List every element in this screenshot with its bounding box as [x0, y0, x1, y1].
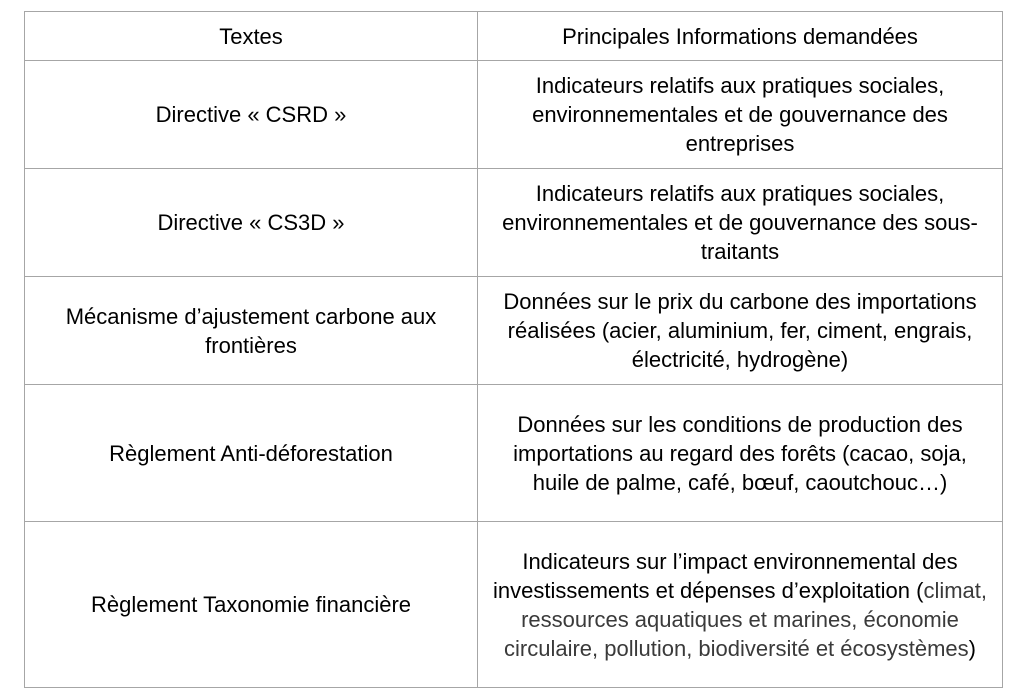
table-row — [25, 522, 1003, 688]
row-texte: Règlement Taxonomie financière — [25, 522, 478, 688]
row-info: Données sur les conditions de production des importations au regard des forêts (cacao, soja, huile de palme, café, bœuf, caoutchouc…) — [478, 385, 1003, 522]
header-informations: Principales Informations demandées — [478, 12, 1003, 61]
row-info: Indicateurs relatifs aux pratiques sociales, environnementales et de gouvernance des sous-traitants — [478, 169, 1003, 277]
table-row — [25, 277, 1003, 385]
row-info-main: Indicateurs sur l’impact environnemental des investissements et dépenses d’exploitation ( — [492, 548, 958, 603]
row-texte: Directive « CS3D » — [25, 169, 478, 277]
table-header-row — [25, 12, 1003, 61]
header-textes: Textes — [25, 12, 478, 61]
row-info-detail: climat, ressources aquatiques et marines, économie circulaire, pollution, biodiversité et écosystèmes — [504, 577, 988, 661]
row-texte: Règlement Anti-déforestation — [25, 385, 478, 522]
row-info: Données sur le prix du carbone des importations réalisées (acier, aluminium, fer, ciment, engrais, électricité, hydrogène) — [478, 277, 1003, 385]
row-info-end: ) — [968, 635, 976, 661]
table-row — [25, 169, 1003, 277]
table-row — [25, 61, 1003, 169]
table-row — [25, 385, 1003, 522]
regulations-table — [24, 11, 1003, 688]
row-info: Indicateurs relatifs aux pratiques sociales, environnementales et de gouvernance des entreprises — [478, 61, 1003, 169]
row-info — [478, 522, 1003, 688]
row-texte: Mécanisme d’ajustement carbone aux frontières — [25, 277, 478, 385]
row-texte: Directive « CSRD » — [25, 61, 478, 169]
